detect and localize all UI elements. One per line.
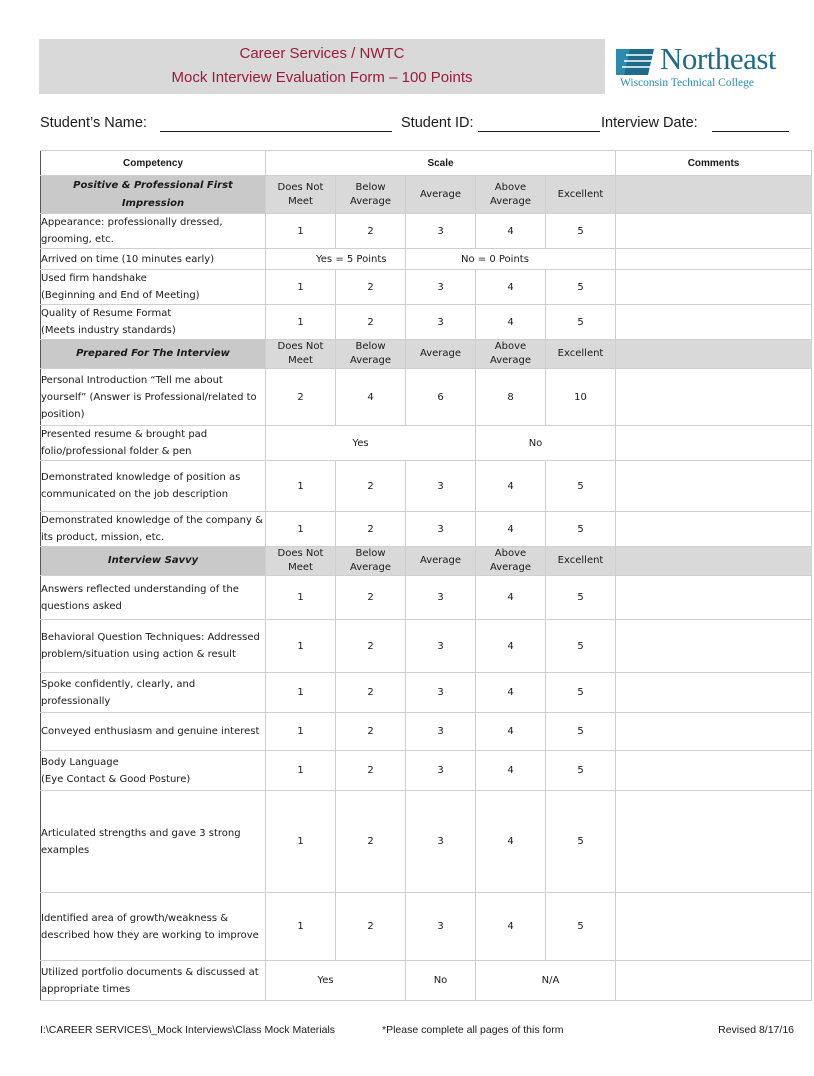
score-option[interactable]: 4 [476, 791, 546, 893]
scale-label: Below Average [336, 547, 406, 576]
competency-label: Presented resume & brought pad folio/professional folder & pen [41, 426, 266, 461]
score-option[interactable]: 3 [406, 214, 476, 249]
section-row [41, 340, 812, 369]
table-row [41, 893, 812, 961]
comment-cell[interactable] [616, 214, 812, 249]
score-option[interactable]: 3 [406, 620, 476, 673]
table-header-row [41, 151, 812, 176]
student-id-label: Student ID: [401, 115, 474, 131]
competency-label: Arrived on time (10 minutes early) [41, 249, 266, 270]
score-option[interactable]: 1 [266, 270, 336, 305]
score-option[interactable]: 2 [336, 270, 406, 305]
score-option[interactable]: 10 [546, 369, 616, 426]
competency-label: Demonstrated knowledge of the company & its product, mission, etc. [41, 512, 266, 547]
score-option[interactable]: 5 [546, 620, 616, 673]
student-name-label: Student’s Name: [40, 115, 147, 131]
section-comment-cell [616, 176, 812, 214]
scale-label: Does Not Meet [266, 176, 336, 214]
scale-label: Average [406, 547, 476, 576]
scale-label: Excellent [546, 340, 616, 369]
score-option[interactable]: 4 [476, 214, 546, 249]
score-option[interactable]: 5 [546, 576, 616, 620]
logo-subtitle: Wisconsin Technical College [620, 77, 754, 89]
competency-label-line: (Eye Contact & Good Posture) [41, 773, 191, 785]
comment-cell[interactable] [616, 461, 812, 512]
table-row [41, 214, 812, 249]
comment-cell[interactable] [616, 369, 812, 426]
interview-date-label: Interview Date: [601, 115, 698, 131]
footer-revised-date: Revised 8/17/16 [718, 1024, 794, 1036]
score-option[interactable]: 2 [336, 791, 406, 893]
score-option[interactable]: 4 [476, 751, 546, 791]
section-row [41, 547, 812, 576]
competency-label: Behavioral Question Techniques: Addressed problem/situation using action & result [41, 620, 266, 673]
competency-label: Identified area of growth/weakness & described how they are working to improve [41, 893, 266, 961]
yes-option[interactable]: Yes = 5 Points [266, 249, 406, 270]
table-row [41, 461, 812, 512]
scale-label: Excellent [546, 547, 616, 576]
score-option[interactable]: 3 [406, 791, 476, 893]
score-option[interactable]: 2 [266, 369, 336, 426]
section-comment-cell [616, 340, 812, 369]
score-option[interactable]: 1 [266, 673, 336, 713]
competency-header: Competency [41, 151, 266, 176]
scale-label: Does Not Meet [266, 340, 336, 369]
score-option[interactable]: 3 [406, 751, 476, 791]
logo-wordmark: Northeast [660, 41, 777, 76]
score-option[interactable]: 5 [546, 512, 616, 547]
score-option[interactable]: 5 [546, 673, 616, 713]
score-option[interactable]: 1 [266, 893, 336, 961]
competency-label: Appearance: professionally dressed, grooming, etc. [41, 214, 266, 249]
table-row [41, 305, 812, 340]
competency-label: Utilized portfolio documents & discussed at appropriate times [41, 961, 266, 1001]
score-option[interactable]: 2 [336, 893, 406, 961]
score-option[interactable]: 3 [406, 893, 476, 961]
competency-label: Demonstrated knowledge of position as communicated on the job description [41, 461, 266, 512]
score-option[interactable]: 1 [266, 751, 336, 791]
footer-file-path: I:\CAREER SERVICES\_Mock Interviews\Class Mock Materials [40, 1024, 336, 1036]
student-info-row [40, 115, 800, 135]
student-name-field[interactable] [160, 131, 392, 132]
score-option[interactable]: 5 [546, 461, 616, 512]
section-title: Prepared For The Interview [41, 340, 266, 369]
score-option[interactable]: 3 [406, 305, 476, 340]
student-id-field[interactable] [478, 131, 600, 132]
score-option[interactable]: 2 [336, 461, 406, 512]
logo-mark-icon [614, 45, 658, 79]
no-option[interactable]: No = 0 Points [406, 249, 616, 270]
table-row [41, 512, 812, 547]
competency-label: Spoke confidently, clearly, and professionally [41, 673, 266, 713]
scale-label: Excellent [546, 176, 616, 214]
score-option[interactable]: 5 [546, 751, 616, 791]
table-row [41, 791, 812, 893]
comment-cell[interactable] [616, 961, 812, 1001]
scale-label: Above Average [476, 176, 546, 214]
table-row [41, 961, 812, 1001]
score-option[interactable]: 2 [336, 751, 406, 791]
competency-label: Articulated strengths and gave 3 strong examples [41, 791, 266, 893]
form-title-line1: Career Services / NWTC [239, 45, 405, 62]
comment-cell[interactable] [616, 620, 812, 673]
score-option[interactable]: 3 [406, 270, 476, 305]
score-option[interactable]: 5 [546, 893, 616, 961]
comment-cell[interactable] [616, 249, 812, 270]
competency-label-line: Quality of Resume Format [41, 308, 172, 319]
section-title: Interview Savvy [41, 547, 266, 576]
table-row [41, 713, 812, 751]
score-option[interactable]: 4 [476, 512, 546, 547]
section-title: Positive & Professional First Impression [41, 176, 266, 214]
comment-cell[interactable] [616, 512, 812, 547]
comment-cell[interactable] [616, 893, 812, 961]
score-option[interactable]: 4 [336, 369, 406, 426]
scale-label: Average [406, 340, 476, 369]
scale-label: Average [406, 176, 476, 214]
score-option[interactable]: 4 [476, 620, 546, 673]
page-footer [40, 1024, 794, 1040]
section-row [41, 176, 812, 214]
comment-cell[interactable] [616, 426, 812, 461]
no-option[interactable]: No [406, 961, 476, 1001]
score-option[interactable]: 3 [406, 713, 476, 751]
score-option[interactable]: 1 [266, 620, 336, 673]
section-comment-cell [616, 547, 812, 576]
score-option[interactable]: 3 [406, 461, 476, 512]
score-option[interactable]: 2 [336, 305, 406, 340]
scale-label: Above Average [476, 547, 546, 576]
score-option[interactable]: 5 [546, 214, 616, 249]
score-option[interactable]: 4 [476, 673, 546, 713]
score-option[interactable]: 1 [266, 791, 336, 893]
table-row [41, 369, 812, 426]
score-option[interactable]: 2 [336, 673, 406, 713]
nwtc-logo [614, 43, 790, 91]
score-option[interactable]: 1 [266, 305, 336, 340]
table-row [41, 576, 812, 620]
competency-label: Answers reflected understanding of the questions asked [41, 576, 266, 620]
score-option[interactable]: 5 [546, 270, 616, 305]
comment-cell[interactable] [616, 713, 812, 751]
score-option[interactable]: 5 [546, 791, 616, 893]
table-row [41, 673, 812, 713]
score-option[interactable]: 1 [266, 461, 336, 512]
score-option[interactable]: 2 [336, 620, 406, 673]
scale-label: Does Not Meet [266, 547, 336, 576]
na-option[interactable]: N/A [476, 961, 616, 1001]
score-option[interactable]: 2 [336, 713, 406, 751]
comment-cell[interactable] [616, 270, 812, 305]
no-option[interactable]: No [476, 426, 616, 461]
scale-header: Scale [266, 151, 616, 176]
competency-label [41, 751, 266, 791]
score-option[interactable]: 4 [476, 576, 546, 620]
scale-label: Below Average [336, 176, 406, 214]
comment-cell[interactable] [616, 673, 812, 713]
comment-cell[interactable] [616, 576, 812, 620]
score-option[interactable]: 3 [406, 512, 476, 547]
comment-cell[interactable] [616, 791, 812, 893]
competency-label-line: Body Language [41, 756, 119, 768]
comment-cell[interactable] [616, 751, 812, 791]
footer-note: *Please complete all pages of this form [382, 1024, 564, 1036]
competency-label: Conveyed enthusiasm and genuine interest [41, 713, 266, 751]
score-option[interactable]: 4 [476, 713, 546, 751]
competency-label-line: (Beginning and End of Meeting) [41, 290, 200, 301]
competency-label [41, 270, 266, 305]
evaluation-table [40, 150, 812, 1001]
table-row [41, 426, 812, 461]
competency-label: Personal Introduction “Tell me about yourself” (Answer is Professional/related to position) [41, 369, 266, 426]
scale-label: Above Average [476, 340, 546, 369]
interview-date-field[interactable] [712, 131, 789, 132]
competency-label-line: (Meets industry standards) [41, 325, 176, 336]
score-option[interactable]: 3 [406, 673, 476, 713]
yes-option[interactable]: Yes [266, 426, 476, 461]
comments-header: Comments [616, 151, 812, 176]
score-option[interactable]: 2 [336, 512, 406, 547]
form-title-box [39, 39, 605, 94]
competency-label [41, 305, 266, 340]
yes-option[interactable]: Yes [266, 961, 406, 1001]
table-row [41, 249, 812, 270]
score-option[interactable]: 8 [476, 369, 546, 426]
score-option[interactable]: 5 [546, 305, 616, 340]
score-option[interactable]: 4 [476, 461, 546, 512]
score-option[interactable]: 1 [266, 713, 336, 751]
table-row [41, 270, 812, 305]
form-title-line2: Mock Interview Evaluation Form – 100 Points [171, 69, 473, 86]
score-option[interactable]: 5 [546, 713, 616, 751]
score-option[interactable]: 1 [266, 214, 336, 249]
score-option[interactable]: 2 [336, 214, 406, 249]
score-option[interactable]: 3 [406, 576, 476, 620]
competency-label-line: Used firm handshake [41, 273, 147, 284]
score-option[interactable]: 6 [406, 369, 476, 426]
table-row [41, 751, 812, 791]
score-option[interactable]: 4 [476, 305, 546, 340]
score-option[interactable]: 4 [476, 893, 546, 961]
score-option[interactable]: 1 [266, 576, 336, 620]
score-option[interactable]: 2 [336, 576, 406, 620]
score-option[interactable]: 1 [266, 512, 336, 547]
comment-cell[interactable] [616, 305, 812, 340]
score-option[interactable]: 4 [476, 270, 546, 305]
scale-label: Below Average [336, 340, 406, 369]
table-row [41, 620, 812, 673]
